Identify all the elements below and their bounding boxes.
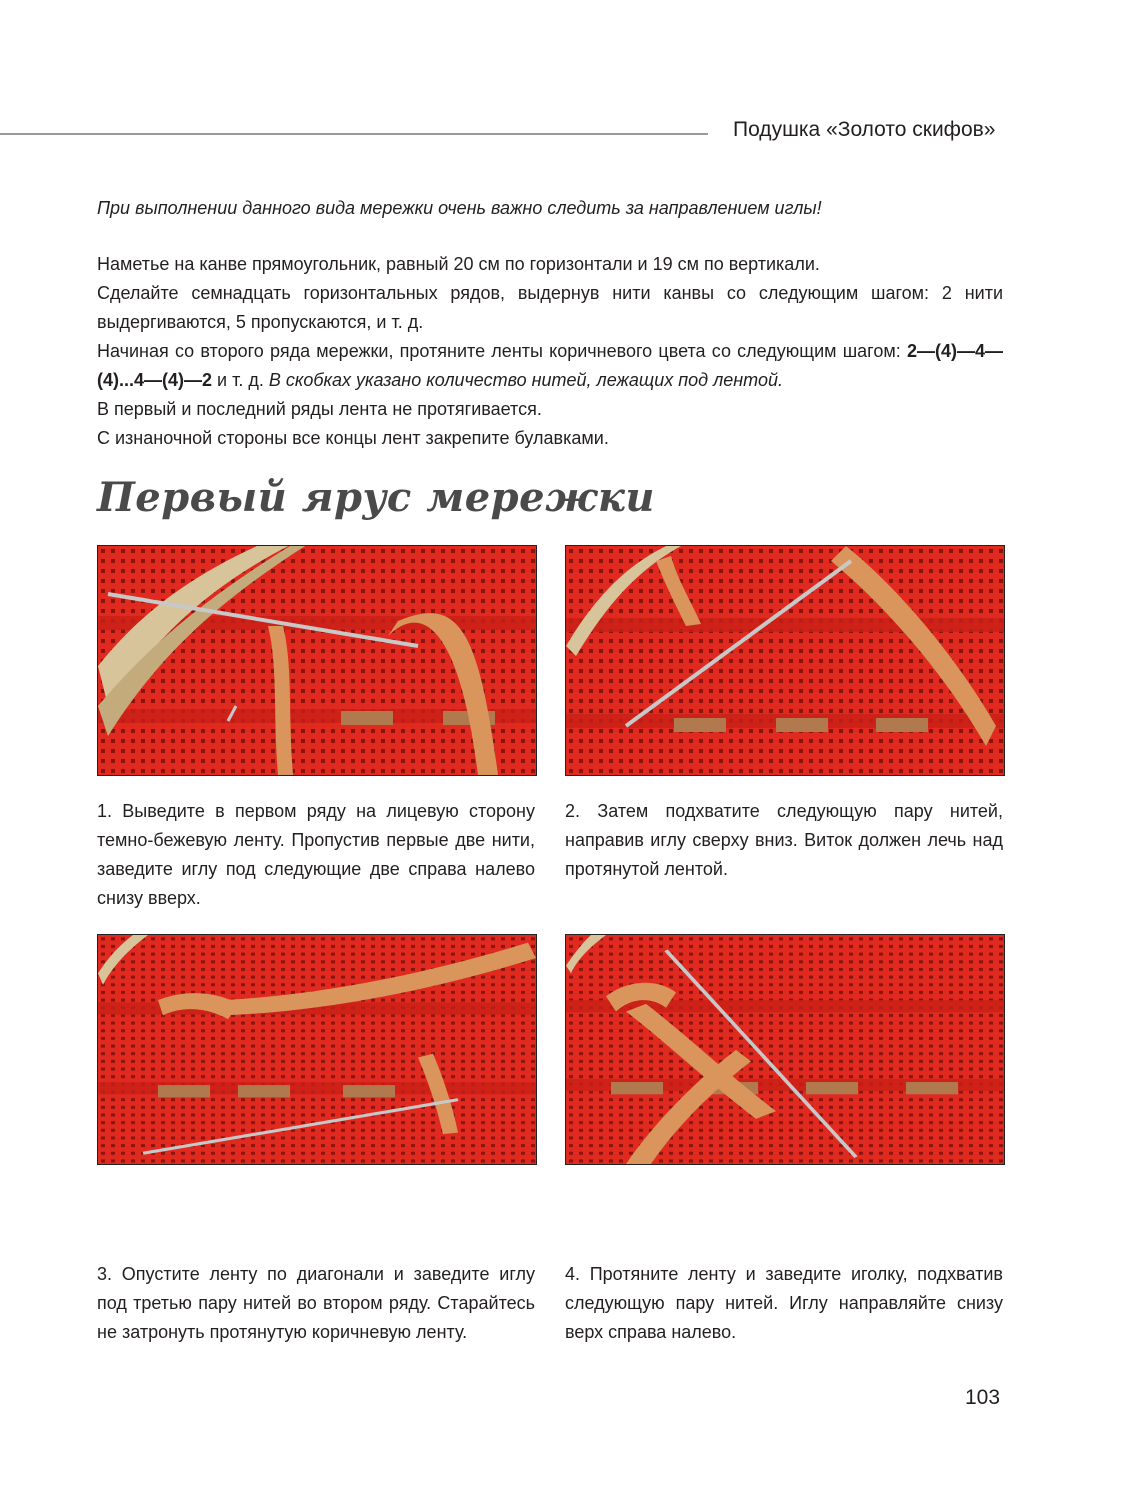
intro-paragraph-2: Сделайте семнадцать горизонтальных рядов, выдернув нити канвы со следующим шагом: 2 нити выдергиваются, 5 пропускаются, и т. д.: [97, 283, 1003, 332]
step-3-photo: [97, 934, 537, 1165]
intro-p3-start: Начиная со второго ряда мережки, протяните ленты коричневого цвета со следующим шагом:: [97, 341, 901, 361]
page-number: 103: [965, 1386, 1001, 1409]
section-title: Первый ярус мережки: [97, 474, 655, 521]
header-rule: [0, 133, 708, 135]
intro-text: [97, 194, 1003, 453]
intro-p3-pattern: 2—(4)—4—(4)...4—(4)—2: [97, 341, 1003, 390]
step-1-illustration: [98, 546, 536, 775]
step-1-caption: 1. Выведите в первом ряду на лицевую сторону темно-бежевую ленту. Пропустив первые две нити, заведите иглу под следующие две справа налево снизу вверх.: [97, 801, 535, 908]
intro-note: При выполнении данного вида мережки очень важно следить за направлением иглы!: [97, 198, 822, 218]
step-3-caption: 3. Опустите ленту по диагонали и заведите иглу под третью пару нитей во втором ряду. Старайтесь не затронуть протянутую коричневую ленту.: [97, 1264, 535, 1342]
intro-paragraph-4: В первый и последний ряды лента не протягивается.: [97, 399, 542, 419]
step-4-caption: 4. Протяните ленту и заведите иголку, подхватив следующую пару нитей. Иглу направляйте снизу верх справа налево.: [565, 1264, 1003, 1342]
running-title: Подушка «Золото скифов»: [733, 118, 996, 141]
step-4-illustration: [566, 935, 1004, 1164]
step-3-illustration: [98, 935, 536, 1164]
step-2-photo: [565, 545, 1005, 776]
intro-p3-mid: и т. д.: [212, 370, 269, 390]
intro-paragraph-1: Наметье на канве прямоугольник, равный 20 см по горизонтали и 19 см по вертикали.: [97, 254, 820, 274]
intro-paragraph-5: С изнаночной стороны все концы лент закрепите булавками.: [97, 428, 609, 448]
step-2-illustration: [566, 546, 1004, 775]
intro-paragraph-3: [97, 337, 1003, 395]
step-2-caption: 2. Затем подхватите следующую пару нитей, направив иглу сверху вниз. Виток должен лечь над протянутой лентой.: [565, 801, 1003, 879]
step-4-photo: [565, 934, 1005, 1165]
step-1-photo: [97, 545, 537, 776]
intro-p3-note: В скобках указано количество нитей, лежащих под лентой.: [268, 370, 783, 390]
